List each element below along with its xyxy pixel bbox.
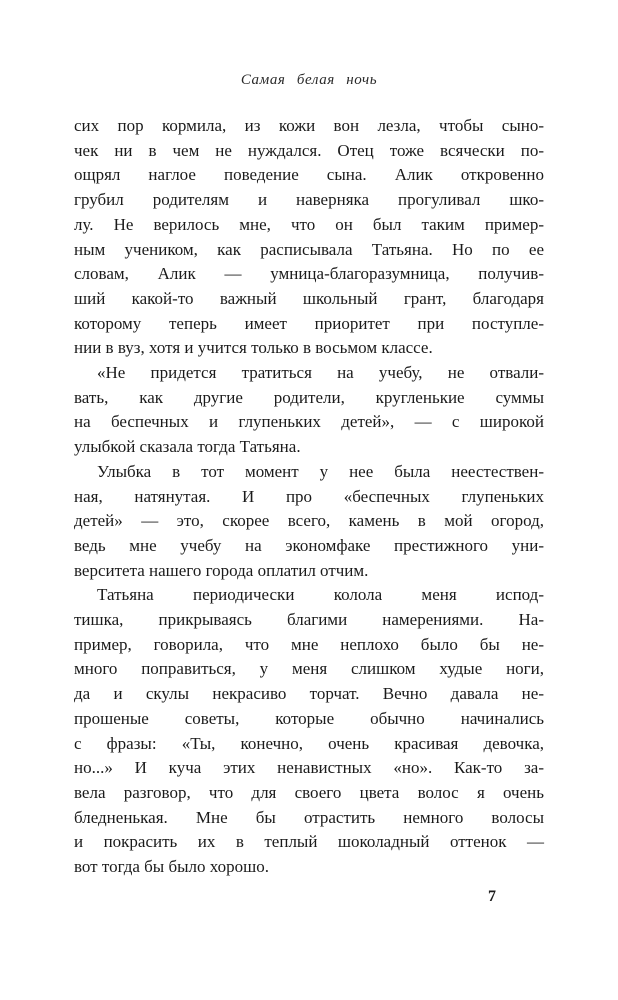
text-line: прошеные советы, которые обычно начинались bbox=[74, 708, 544, 728]
running-head: Самая белая ночь bbox=[240, 72, 378, 88]
text-line: ощрял наглое поведение сына. Алик откровенно bbox=[74, 165, 544, 185]
text-line: улыбкой сказала тогда Татьяна. bbox=[74, 437, 301, 457]
text-line: чек ни в чем не нуждался. Отец тоже всячески по- bbox=[74, 140, 544, 160]
text-line: грубил родителям и наверняка прогуливал шко- bbox=[74, 190, 544, 210]
text-line: которому теперь имеет приоритет при поступле- bbox=[74, 313, 544, 333]
text-line: и покрасить их в теплый шоколадный оттенок — bbox=[74, 832, 544, 852]
text-line: ная, натянутая. И про «беспечных глупеньких bbox=[74, 486, 544, 506]
text-line: верситета нашего города оплатил отчим. bbox=[74, 560, 369, 580]
text-line: тишка, прикрываясь благими намерениями. На- bbox=[74, 610, 544, 630]
page-body bbox=[74, 114, 544, 880]
paragraph bbox=[74, 583, 544, 879]
text-line: словам, Алик — умница-благоразумница, получив- bbox=[74, 264, 544, 284]
text-line: но...» И куча этих ненавистных «но». Как-то за- bbox=[74, 758, 544, 778]
text-line: Улыбка в тот момент у нее была неестествен- bbox=[97, 461, 544, 481]
paragraph bbox=[74, 114, 544, 361]
text-line: нии в вуз, хотя и учится только в восьмом классе. bbox=[74, 338, 433, 358]
text-line: ший какой-то важный школьный грант, благодаря bbox=[74, 288, 544, 308]
text-line: бледненькая. Мне бы отрастить немного волосы bbox=[74, 807, 544, 827]
text-line: сих пор кормила, из кожи вон лезла, чтобы сыно- bbox=[74, 116, 544, 135]
text-line: ведь мне учебу на экономфаке престижного уни- bbox=[74, 535, 544, 555]
text-line: на беспечных и глупеньких детей», — с широкой bbox=[74, 412, 544, 432]
text-line: пример, говорила, что мне неплохо было бы не- bbox=[74, 634, 544, 654]
paragraph bbox=[74, 460, 544, 584]
text-line: с фразы: «Ты, конечно, очень красивая девочка, bbox=[74, 733, 544, 753]
text-line: вот тогда бы было хорошо. bbox=[74, 857, 269, 877]
text-line: Татьяна периодически колола меня испод- bbox=[97, 585, 544, 605]
text-line: да и скулы некрасиво торчат. Вечно давала не- bbox=[74, 684, 544, 704]
text-line: «Не придется тратиться на учебу, не отвали- bbox=[97, 363, 544, 383]
text-line: много поправиться, у меня слишком худые ноги, bbox=[74, 659, 544, 679]
paragraph bbox=[74, 361, 544, 460]
text-line: детей» — это, скорее всего, камень в мой огород, bbox=[74, 511, 544, 531]
text-line: лу. Не верилось мне, что он был таким пример- bbox=[74, 214, 544, 234]
page-number: 7 bbox=[488, 888, 496, 905]
text-line: вела разговор, что для своего цвета волос я очень bbox=[74, 782, 544, 802]
text-line: ным учеником, как расписывала Татьяна. Но по ее bbox=[74, 239, 544, 259]
text-line: вать, как другие родители, кругленькие суммы bbox=[74, 387, 544, 407]
